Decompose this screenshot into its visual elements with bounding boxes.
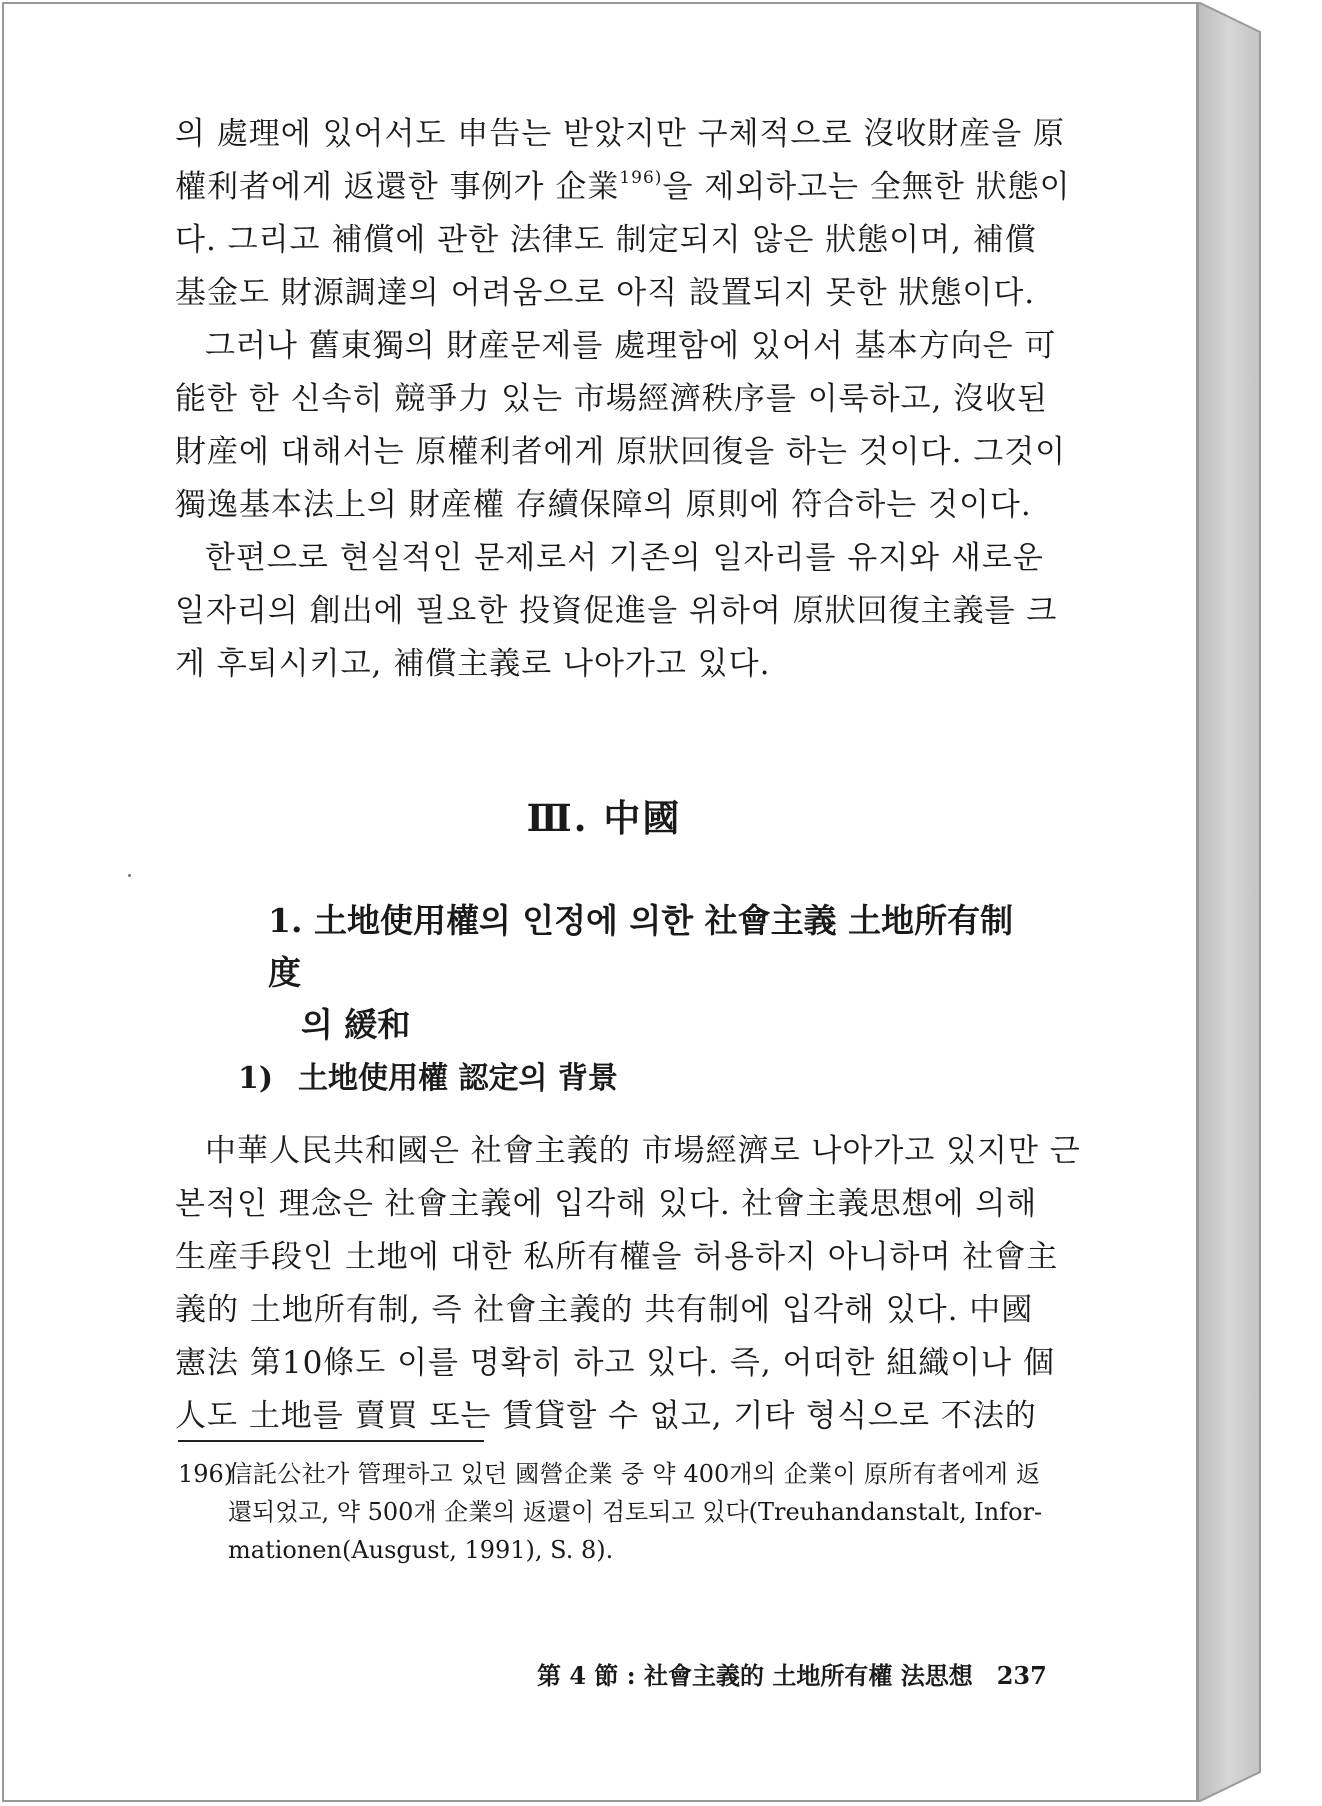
text-fragment: 權利者에게 返還한 事例가 企業	[175, 169, 620, 205]
text-line: 憲法 第10條도 이를 명확히 하고 있다. 즉, 어떠한 組織이나 個	[175, 1345, 1055, 1381]
footnote-text: 信託公社가 管理하고 있던 國營企業 중 약 400개의 企業이 原所有者에게 返	[228, 1460, 1040, 1488]
page-edge-shape	[1198, 2, 1268, 1802]
text-line: 生産手段인 土地에 대한 私所有權을 허용하지 아니하며 社會主	[175, 1239, 1059, 1275]
text-fragment: 을 제외하고는 全無한 狀態이	[662, 169, 1071, 205]
footnote-line	[178, 1455, 1040, 1493]
text-line: 義的 土地所有制, 즉 社會主義的 共有制에 입각해 있다. 中國	[175, 1292, 1034, 1328]
page-number: 237	[996, 1661, 1047, 1690]
footnote-divider	[178, 1440, 484, 1442]
text-line: 본적인 理念은 社會主義에 입각해 있다. 社會主義思想에 의해	[175, 1186, 1038, 1222]
page-edge-3d	[1198, 2, 1268, 1802]
text-line: 基金도 財源調達의 어려움으로 아직 設置되지 못한 狀態이다.	[175, 275, 1036, 311]
text-line: 다. 그리고 補償에 관한 法律도 制定되지 않은 狀態이며, 補償	[175, 222, 1037, 258]
footnote-line: 還되었고, 약 500개 企業의 返還이 검토되고 있다(Treuhandanstalt, Infor-	[228, 1498, 1043, 1526]
text-line: 財産에 대해서는 原權利者에게 原狀回復을 하는 것이다. 그것이	[175, 434, 1067, 470]
paragraph-2	[175, 320, 1067, 532]
subsection-heading-line-1: 1. 土地使用權의 인정에 의한 社會主義 土地所有制度	[268, 901, 1014, 992]
footnote-number: 196)	[178, 1460, 234, 1488]
text-line-with-footnote-ref	[175, 161, 1071, 214]
footnote-ref: 196)	[619, 168, 663, 188]
text-line: 能한 한 신속히 競爭力 있는 市場經濟秩序를 이룩하고, 沒收된	[175, 381, 1049, 417]
text-line: 그러나 舊東獨의 財産문제를 處理함에 있어서 基本方向은 可	[205, 328, 1057, 364]
subsubsection-title: 土地使用權 認定의 背景	[298, 1061, 618, 1096]
running-footer-text: 第 4 節 : 社會主義的 土地所有權 法思想	[537, 1661, 973, 1690]
text-line: 일자리의 創出에 필요한 投資促進을 위하여 原狀回復主義를 크	[175, 593, 1058, 629]
subsection-heading	[268, 895, 1038, 1051]
running-footer	[537, 1656, 1047, 1691]
subsubsection-number: 1)	[238, 1061, 274, 1096]
subsubsection-heading	[238, 1053, 618, 1097]
text-line: 人도 土地를 賣買 또는 賃貸할 수 없고, 기타 형식으로 不法的	[175, 1398, 1037, 1434]
subsection-heading-line-2: 의 緩和	[301, 1005, 411, 1044]
text-line: 의 處理에 있어서도 申告는 받았지만 구체적으로 沒收財産을 原	[175, 116, 1066, 152]
text-line: 게 후퇴시키고, 補償主義로 나아가고 있다.	[175, 646, 771, 682]
paragraph-1	[175, 108, 1071, 320]
text-line: 中華人民共和國은 社會主義的 市場經濟로 나아가고 있지만 근	[205, 1133, 1081, 1169]
body-text-bottom	[175, 1125, 1081, 1443]
scan-speck	[128, 874, 131, 877]
footnote-196	[178, 1455, 1043, 1569]
paragraph-4	[175, 1125, 1081, 1443]
body-text-top	[175, 108, 1071, 691]
section-heading: Ⅲ. 中國	[526, 796, 682, 840]
text-line: 獨逸基本法上의 財産權 存續保障의 原則에 符合하는 것이다.	[175, 487, 1032, 523]
footnote-line: mationen(Ausgust, 1991), S. 8).	[228, 1536, 614, 1564]
text-line: 한편으로 현실적인 문제로서 기존의 일자리를 유지와 새로운	[205, 540, 1044, 576]
paragraph-3	[175, 532, 1058, 691]
